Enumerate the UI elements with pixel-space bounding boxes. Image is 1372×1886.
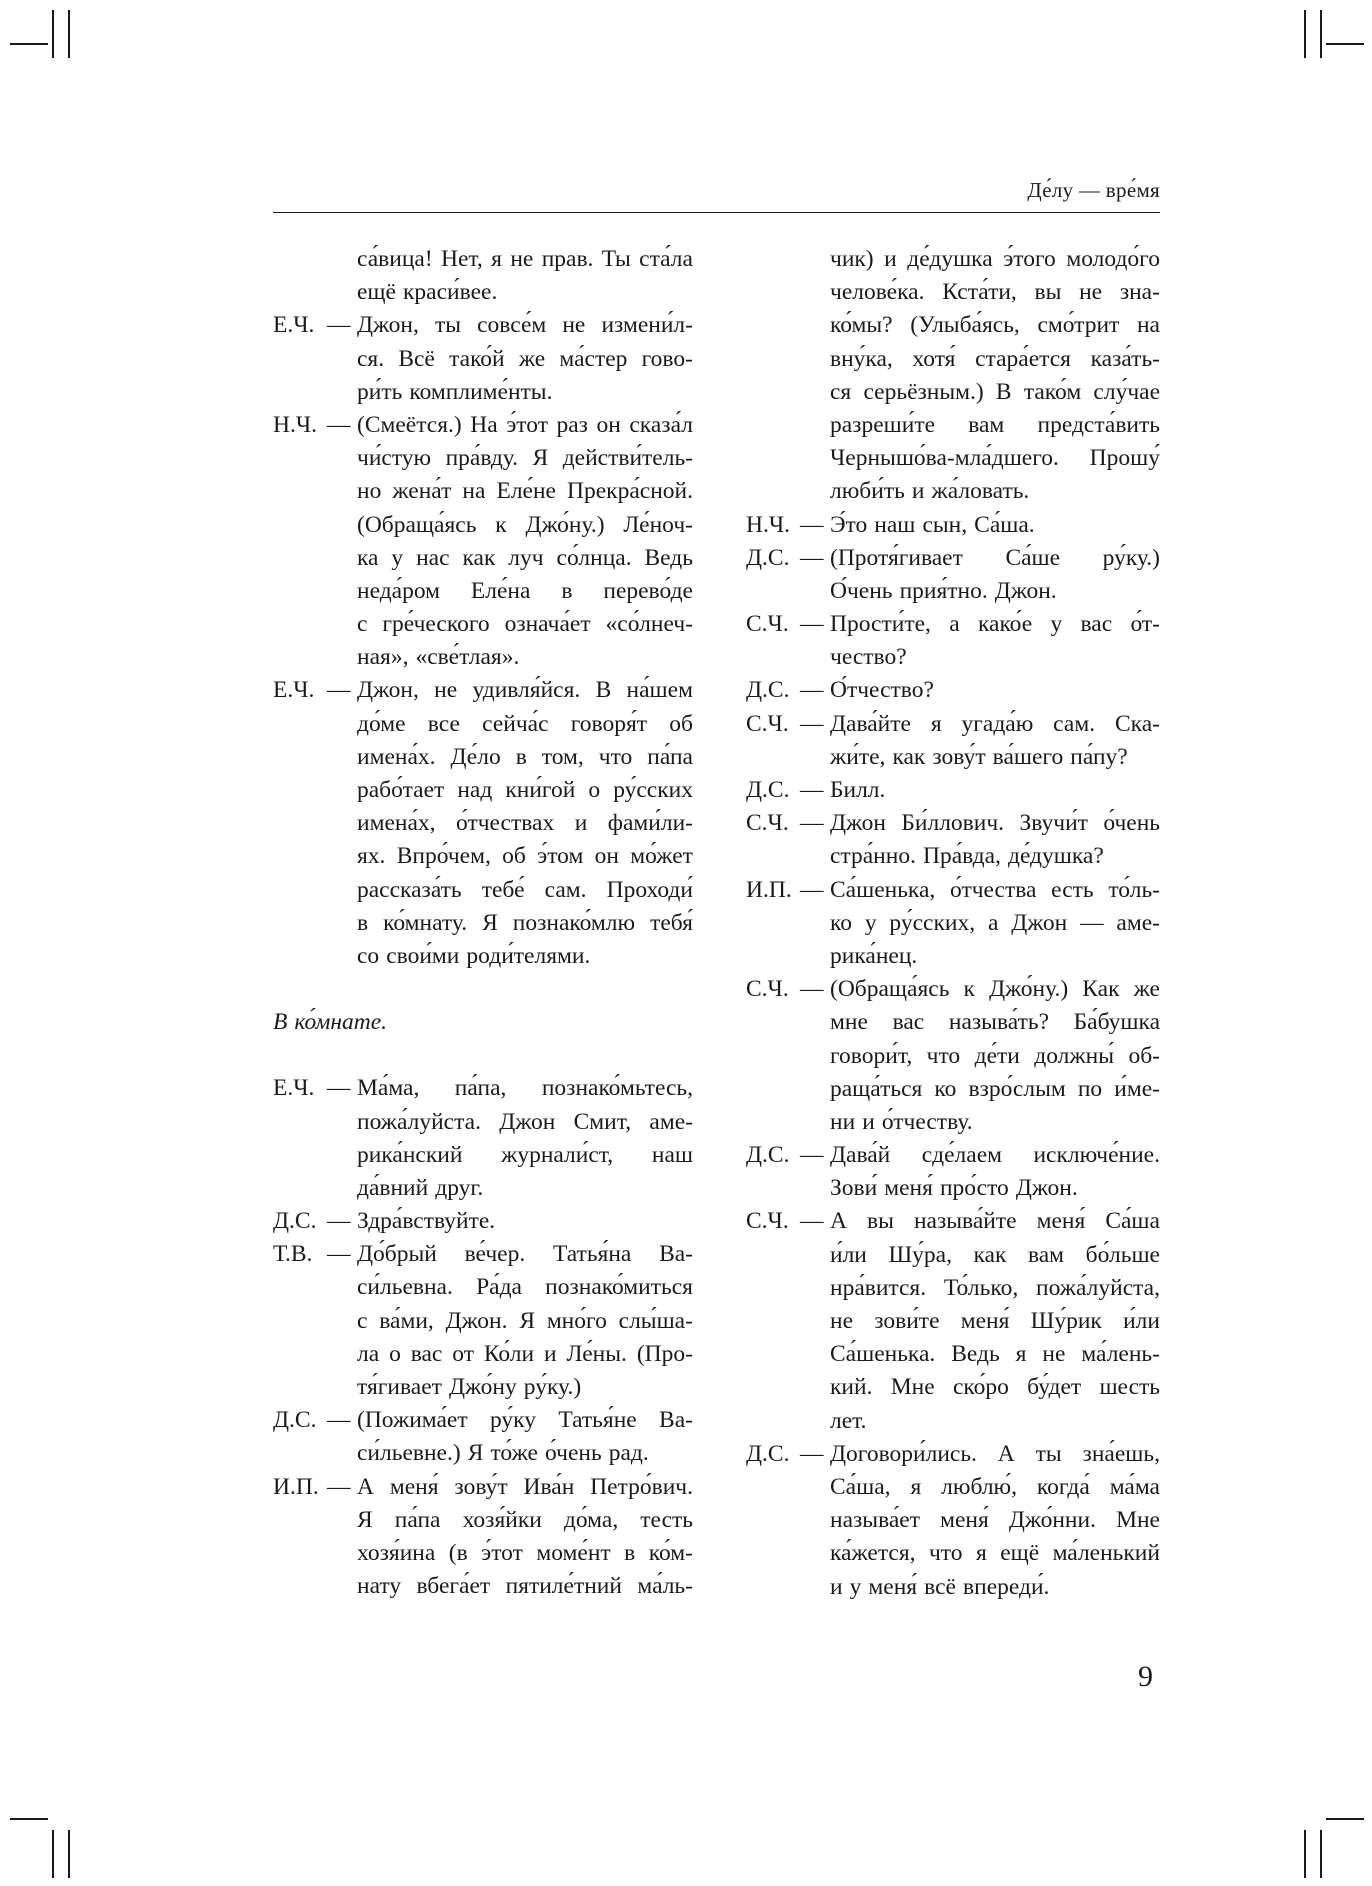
dialogue-line <box>746 1106 1160 1139</box>
dialogue-line <box>746 1338 1160 1371</box>
dialogue-line <box>273 1271 693 1304</box>
speaker-dash: — <box>800 677 824 704</box>
line-text: имена́х, о́тчествах и фами́ли- <box>357 810 693 837</box>
dialogue-line <box>746 973 1160 1006</box>
crop-mark <box>68 10 70 58</box>
dialogue-line <box>746 475 1160 508</box>
dialogue-line <box>273 1437 693 1470</box>
dialogue-line <box>273 1570 693 1603</box>
speaker-label: Е.Ч. <box>273 312 315 339</box>
line-text: разреши́те вам предста́вить <box>830 411 1160 438</box>
line-text: Са́ша, я люблю́, когда́ ма́ма <box>830 1473 1160 1500</box>
dialogue-line <box>273 940 693 973</box>
line-text: Зови́ меня́ про́сто Джон. <box>830 1175 1078 1202</box>
dialogue-line <box>746 1438 1160 1471</box>
speaker-dash: — <box>800 710 824 737</box>
dialogue-line <box>273 608 693 641</box>
dialogue-line <box>273 1338 693 1371</box>
line-text: О́тчество? <box>830 677 934 704</box>
speaker-label: Д.С. <box>273 1208 317 1235</box>
dialogue-line <box>273 343 693 376</box>
line-text: ная», «све́тлая». <box>357 644 520 671</box>
line-text: но жена́т на Еле́не Прекра́сной. <box>357 478 693 505</box>
line-text: Джон Би́ллович. Звучи́т о́чень <box>830 810 1160 837</box>
dialogue-line <box>273 741 693 774</box>
speaker-label: Е.Ч. <box>273 677 315 704</box>
dialogue-line <box>746 907 1160 940</box>
dialogue-line <box>746 708 1160 741</box>
crop-mark <box>52 10 54 58</box>
dialogue-line <box>273 542 693 575</box>
running-head: Де́лу — вре́мя <box>1027 178 1160 202</box>
crop-mark <box>10 1818 48 1820</box>
dialogue-line <box>746 409 1160 442</box>
crop-mark <box>1326 43 1364 45</box>
line-text: хозя́ина (в э́тот моме́нт в ко́м- <box>357 1539 693 1566</box>
line-text: ещё краси́вее. <box>357 279 498 306</box>
dialogue-line <box>746 874 1160 907</box>
speaker-label: С.Ч. <box>746 710 789 737</box>
speaker-dash: — <box>800 1142 824 1169</box>
crop-mark <box>1320 1830 1322 1878</box>
speaker-dash: — <box>800 1440 824 1467</box>
speaker-label: Н.Ч. <box>273 411 317 438</box>
dialogue-line <box>273 1238 693 1271</box>
line-text: с гре́ческого означа́ет «со́лнеч- <box>357 611 693 638</box>
dialogue-line <box>746 1139 1160 1172</box>
line-text: (Смеётся.) На э́тот раз он сказа́л <box>357 411 693 438</box>
dialogue-line <box>273 1072 693 1105</box>
line-text: говори́т, что де́ти должны́ об- <box>830 1042 1160 1069</box>
line-text: и у меня́ всё впереди́. <box>830 1573 1050 1600</box>
line-text: вну́ка, хотя́ стара́ется каза́ть- <box>830 345 1160 372</box>
dialogue-line <box>273 1106 693 1139</box>
line-text: ни и о́тчеству. <box>830 1108 973 1135</box>
line-text: Ма́ма, па́па, познако́мьтесь, <box>357 1075 693 1102</box>
line-text: не зови́те меня́ Шу́рик и́ли <box>830 1308 1160 1334</box>
line-text: О́чень прия́тно. Джон. <box>830 577 1057 604</box>
dialogue-line <box>746 575 1160 608</box>
line-text: Чернышо́ва-мла́дшего. Прошу́ <box>830 445 1160 472</box>
dialogue-line <box>746 376 1160 409</box>
line-text: рабо́тает над кни́гой о ру́сских <box>357 777 693 803</box>
dialogue-line <box>273 1404 693 1437</box>
speaker-dash: — <box>800 810 824 837</box>
line-text: Договори́лись. А ты зна́ешь, <box>830 1440 1160 1467</box>
line-text: нра́вится. То́лько, пожа́луйста, <box>830 1274 1160 1301</box>
speaker-dash: — <box>800 876 824 903</box>
dialogue-line <box>273 1006 693 1039</box>
dialogue-line <box>273 575 693 608</box>
line-text: ка́жется, что я ещё ма́ленький <box>830 1540 1160 1567</box>
line-text: ях. Впро́чем, об э́том он мо́жет <box>357 843 693 870</box>
line-text: Я па́па хозя́йки до́ма, тесть <box>357 1506 693 1533</box>
dialogue-line <box>746 1272 1160 1305</box>
speaker-dash: — <box>327 1208 351 1235</box>
crop-mark <box>68 1830 70 1878</box>
speaker-dash: — <box>327 1241 351 1268</box>
dialogue-line <box>746 940 1160 973</box>
dialogue-line <box>746 1073 1160 1106</box>
speaker-dash: — <box>800 976 824 1003</box>
speaker-label: Д.С. <box>746 544 790 571</box>
line-text: ка у нас как луч со́лнца. Ведь <box>357 544 693 571</box>
line-text: рика́нский журнали́ст, наш <box>357 1141 693 1168</box>
dialogue-line <box>273 708 693 741</box>
line-text: лет. <box>830 1407 867 1434</box>
dialogue-line <box>273 1305 693 1338</box>
dialogue-line <box>746 1205 1160 1238</box>
dialogue-line <box>273 409 693 442</box>
dialogue-line <box>746 542 1160 575</box>
line-text: Билл. <box>830 777 886 803</box>
speaker-label: Т.В. <box>273 1241 313 1268</box>
blank-line <box>273 1039 693 1072</box>
dialogue-line <box>273 641 693 674</box>
line-text: люби́ть и жа́ловать. <box>830 478 1030 505</box>
dialogue-line <box>273 1537 693 1570</box>
line-text: раща́ться ко взро́слым по и́ме- <box>830 1075 1160 1102</box>
line-text: Э́то наш сын, Са́ша. <box>830 511 1035 538</box>
speaker-dash: — <box>800 511 824 538</box>
crop-mark <box>52 1830 54 1878</box>
crop-mark <box>1304 1830 1306 1878</box>
speaker-dash: — <box>327 312 351 339</box>
dialogue-line <box>746 1405 1160 1438</box>
dialogue-line <box>746 1006 1160 1039</box>
line-text: До́брый ве́чер. Татья́на Ва- <box>357 1241 693 1268</box>
dialogue-line <box>273 243 693 276</box>
speaker-label: Д.С. <box>746 1142 790 1169</box>
dialogue-line <box>273 1172 693 1205</box>
line-text: да́вний друг. <box>357 1174 484 1201</box>
dialogue-line <box>273 442 693 475</box>
dialogue-line <box>273 309 693 342</box>
dialogue-line <box>746 309 1160 342</box>
line-text: чество? <box>830 644 907 671</box>
line-text: ся. Всё тако́й же ма́стер гово- <box>357 345 693 372</box>
dialogue-line <box>746 1305 1160 1338</box>
dialogue-line <box>273 1504 693 1537</box>
dialogue-line <box>746 1537 1160 1570</box>
crop-mark <box>1304 10 1306 58</box>
speaker-label: Д.С. <box>746 1440 790 1467</box>
line-text: Са́шенька, о́тчества есть то́ль- <box>830 876 1160 903</box>
line-text: са́вица! Нет, я не прав. Ты ста́ла <box>357 246 693 272</box>
line-text: Джон, не удивля́йся. В на́шем <box>357 677 693 704</box>
dialogue-line <box>273 840 693 873</box>
speaker-dash: — <box>800 777 824 803</box>
line-text: пожа́луйста. Джон Смит, аме- <box>357 1108 693 1135</box>
line-text: ко у ру́сских, а Джон — аме- <box>830 909 1160 936</box>
dialogue-line <box>273 874 693 907</box>
speaker-dash: — <box>800 611 824 638</box>
page-number: 9 <box>1138 1660 1153 1693</box>
dialogue-line <box>746 608 1160 641</box>
line-text: А меня́ зову́т Ива́н Петро́вич. <box>357 1473 693 1500</box>
line-text: В ко́мнате. <box>273 1009 388 1036</box>
line-text: кий. Мне ско́ро бу́дет шесть <box>830 1374 1160 1401</box>
speaker-label: С.Ч. <box>746 976 789 1003</box>
line-text: Прости́те, а како́е у вас о́т- <box>830 611 1160 638</box>
dialogue-line <box>273 376 693 409</box>
dialogue-line <box>273 1205 693 1238</box>
line-text: чик) и де́душка э́того молодо́го <box>830 246 1160 272</box>
dialogue-line <box>746 741 1160 774</box>
dialogue-line <box>746 343 1160 376</box>
speaker-label: И.П. <box>746 876 792 903</box>
line-text: до́ме все сейча́с говоря́т об <box>357 710 693 737</box>
line-text: рассказа́ть тебе́ сам. Проходи́ <box>357 876 693 903</box>
dialogue-line <box>273 1471 693 1504</box>
dialogue-line <box>746 1172 1160 1205</box>
line-text: Здра́вствуйте. <box>357 1208 496 1235</box>
line-text: и́ли Шу́ра, как вам бо́льше <box>830 1241 1160 1268</box>
line-text: рика́нец. <box>830 942 918 969</box>
speaker-label: Д.С. <box>746 777 790 803</box>
dialogue-line <box>273 1139 693 1172</box>
line-text: Дава́йте я угада́ю сам. Ска- <box>830 710 1160 737</box>
line-text: челове́ка. Кста́ти, вы не зна- <box>830 279 1160 306</box>
line-text: со свои́ми роди́телями. <box>357 942 591 969</box>
right-column <box>746 243 1160 1604</box>
speaker-label: Н.Ч. <box>746 511 790 538</box>
speaker-dash: — <box>800 544 824 571</box>
blank-line <box>273 973 693 1006</box>
speaker-label: С.Ч. <box>746 810 789 837</box>
speaker-dash: — <box>327 1407 351 1434</box>
dialogue-line <box>746 276 1160 309</box>
line-text: си́льевне.) Я то́же о́чень рад. <box>357 1440 649 1467</box>
line-text: Джон, ты совсе́м не измени́л- <box>357 312 693 339</box>
line-text: ла о вас от Ко́ли и Ле́ны. (Про- <box>357 1340 693 1367</box>
crop-mark <box>1320 10 1322 58</box>
speaker-dash: — <box>327 411 351 438</box>
speaker-dash: — <box>327 1075 351 1102</box>
line-text: ри́ть комплиме́нты. <box>357 378 553 405</box>
dialogue-line <box>273 276 693 309</box>
speaker-label: С.Ч. <box>746 611 789 638</box>
line-text: ко́мы? (Улыба́ясь, смо́трит на <box>830 312 1160 339</box>
line-text: (Протя́гивает Са́ше ру́ку.) <box>830 544 1160 571</box>
line-text: называ́ет меня́ Джо́нни. Мне <box>830 1507 1160 1534</box>
line-text: (Обраща́ясь к Джо́ну.) Ле́ноч- <box>357 511 693 538</box>
line-text: жи́те, как зову́т ва́шего па́пу? <box>830 743 1128 770</box>
crop-mark <box>10 43 48 45</box>
speaker-dash: — <box>800 1208 824 1235</box>
dialogue-line <box>273 807 693 840</box>
dialogue-line <box>746 774 1160 807</box>
speaker-dash: — <box>327 1473 351 1500</box>
speaker-label: Е.Ч. <box>273 1075 315 1102</box>
line-text: чи́стую пра́вду. Я действи́тель- <box>357 445 693 472</box>
speaker-label: Д.С. <box>273 1407 317 1434</box>
page-header <box>273 178 1160 213</box>
dialogue-line <box>746 641 1160 674</box>
dialogue-line <box>746 442 1160 475</box>
dialogue-line <box>746 1571 1160 1604</box>
dialogue-line <box>273 1371 693 1404</box>
speaker-label: И.П. <box>273 1473 319 1500</box>
dialogue-line <box>273 907 693 940</box>
dialogue-line <box>746 1504 1160 1537</box>
speaker-label: Д.С. <box>746 677 790 704</box>
left-column <box>273 243 693 1603</box>
dialogue-line <box>273 509 693 542</box>
line-text: в ко́мнату. Я познако́млю тебя́ <box>357 909 693 936</box>
dialogue-line <box>746 1239 1160 1272</box>
line-text: имена́х. Де́ло в том, что па́па <box>357 743 693 770</box>
dialogue-line <box>746 1040 1160 1073</box>
line-text: (Обраща́ясь к Джо́ну.) Как же <box>830 976 1160 1003</box>
line-text: ся серьёзным.) В тако́м слу́чае <box>830 378 1160 405</box>
line-text: Дава́й сде́лаем исключе́ние. <box>830 1142 1160 1169</box>
dialogue-line <box>746 509 1160 542</box>
line-text: си́льевна. Ра́да познако́миться <box>357 1274 693 1301</box>
dialogue-line <box>746 840 1160 873</box>
line-text: Са́шенька. Ведь я не ма́лень- <box>830 1341 1160 1368</box>
line-text: стра́нно. Пра́вда, де́душка? <box>830 843 1104 870</box>
line-text: с ва́ми, Джон. Я мно́го слы́ша- <box>357 1307 693 1334</box>
dialogue-line <box>746 1471 1160 1504</box>
line-text: неда́ром Еле́на в перево́де <box>357 577 693 604</box>
dialogue-line <box>746 1371 1160 1404</box>
line-text: мне вас называ́ть? Ба́бушка <box>830 1009 1160 1036</box>
speaker-dash: — <box>327 677 351 704</box>
dialogue-line <box>746 243 1160 276</box>
line-text: тя́гивает Джо́ну ру́ку.) <box>357 1374 582 1400</box>
dialogue-line <box>746 807 1160 840</box>
line-text: нату вбега́ет пятиле́тний ма́ль- <box>357 1573 693 1600</box>
dialogue-line <box>273 674 693 707</box>
crop-mark <box>1326 1818 1364 1820</box>
speaker-label: С.Ч. <box>746 1208 789 1235</box>
dialogue-line <box>746 674 1160 707</box>
dialogue-line <box>273 475 693 508</box>
line-text: (Пожима́ет ру́ку Татья́не Ва- <box>357 1407 693 1434</box>
line-text: А вы называ́йте меня́ Са́ша <box>830 1208 1160 1235</box>
dialogue-line <box>273 774 693 807</box>
